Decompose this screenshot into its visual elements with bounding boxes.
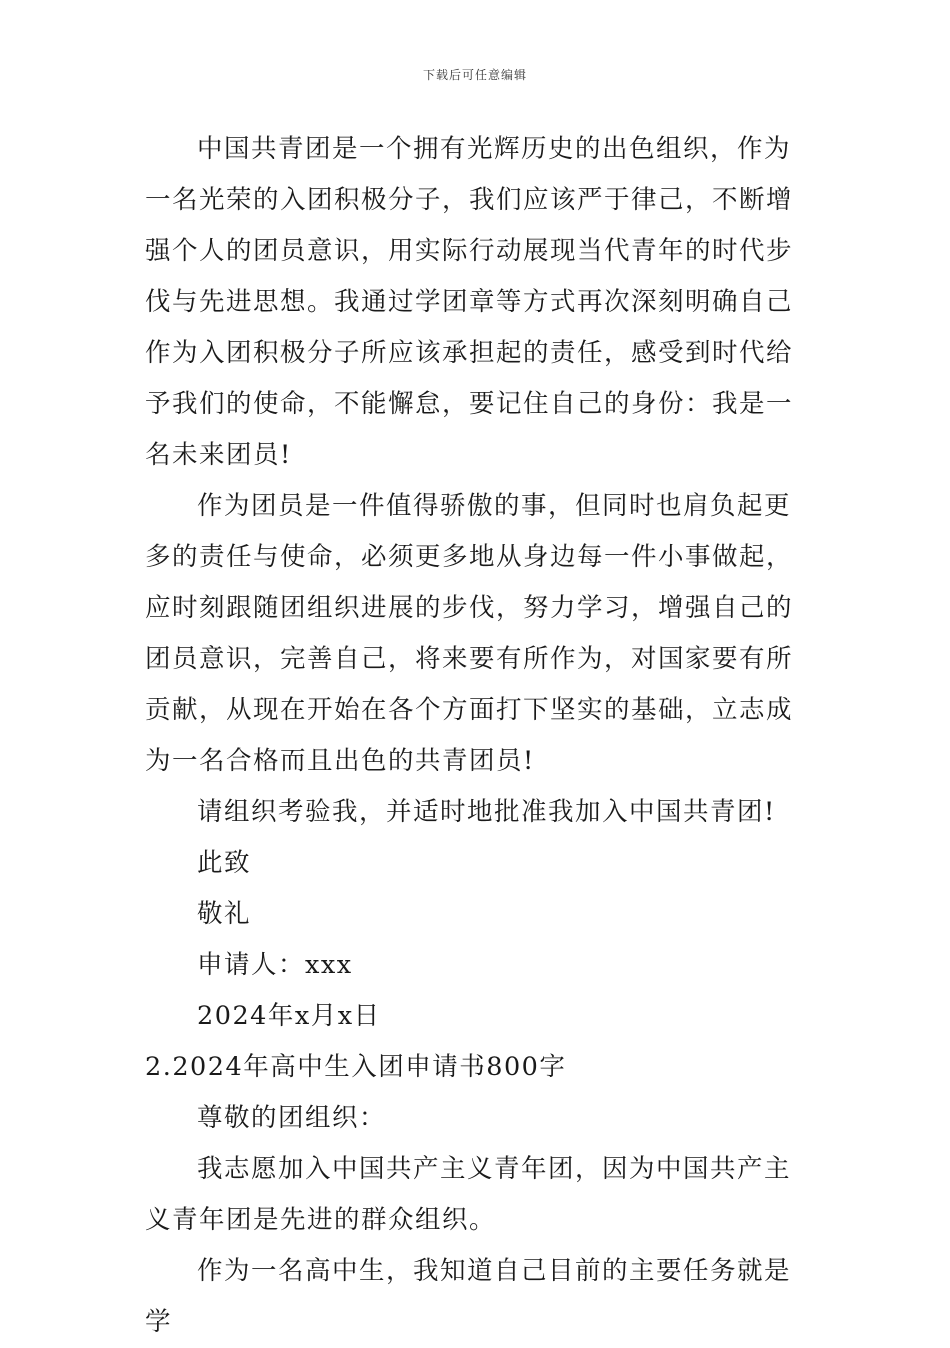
paragraph-2: 作为团员是一件值得骄傲的事，但同时也肩负起更多的责任与使命，必须更多地从身边每一件小事做起，应时刻跟随团组织进展的步伐，努力学习，增强自己的团员意识，完善自己，将来要有所作为，对国家要有所贡献，从现在开始在各个方面打下坚实的基础，立志成为一名合格而且出色的共青团员! [145,491,794,776]
signature-line: 申请人：xxx [197,950,353,980]
closing-line-2: 敬礼 [197,899,252,929]
document-body [145,124,807,1348]
paragraph-3: 请组织考验我，并适时地批准我加入中国共青团! [197,797,776,827]
section-title: 2.2024年高中生入团申请书800字 [145,1052,567,1082]
paragraph-4: 我志愿加入中国共产主义青年团，因为中国共产主义青年团是先进的群众组织。 [145,1154,792,1235]
paragraph-5: 作为一名高中生，我知道自己目前的主要任务就是学 [145,1256,792,1337]
closing-line-1: 此致 [197,848,252,878]
salutation: 尊敬的团组织： [197,1103,387,1133]
header-note: 下载后可任意编辑 [422,68,527,82]
paragraph-1: 中国共青团是一个拥有光辉历史的出色组织，作为一名光荣的入团积极分子，我们应该严于律己，不断增强个人的团员意识，用实际行动展现当代青年的时代步伐与先进思想。我通过学团章等方式再次深刻明确自己作为入团积极分子所应该承担起的责任，感受到时代给予我们的使命，不能懈怠，要记住自己的身份：我是一名未来团员! [145,134,794,470]
date-line: 2024年x月x日 [197,1001,381,1031]
